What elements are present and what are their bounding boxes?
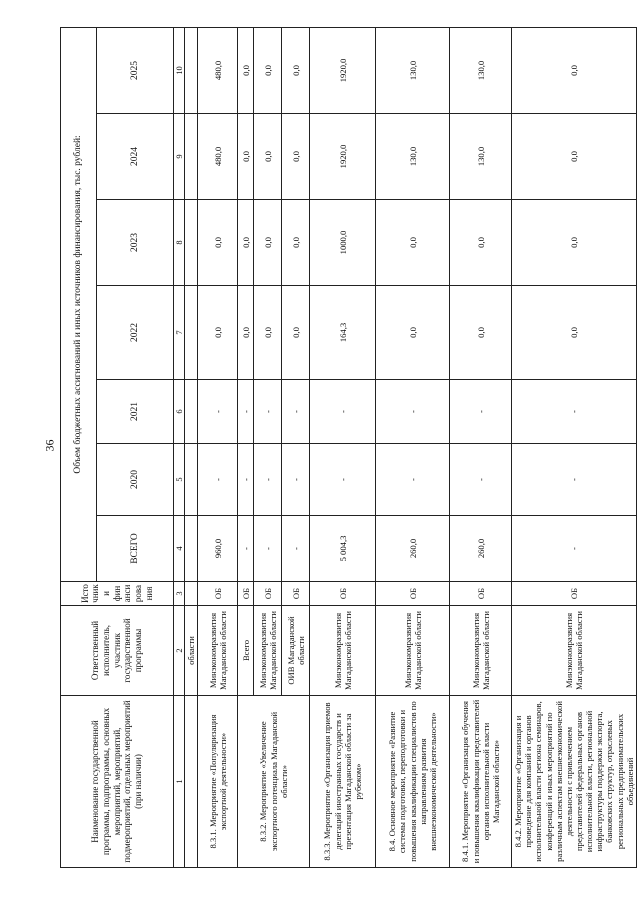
row-value: 480,0 xyxy=(198,114,238,200)
table-row xyxy=(198,27,238,867)
row-source xyxy=(185,582,198,606)
header-year: 2025 xyxy=(97,27,174,113)
row-value: - xyxy=(282,444,310,516)
row-value: 0,0 xyxy=(376,200,450,286)
row-value: 260,0 xyxy=(450,516,512,582)
row-source: ОБ xyxy=(238,582,254,606)
budget-table xyxy=(60,27,637,868)
table-row xyxy=(376,27,450,867)
header-year: 2021 xyxy=(97,380,174,444)
row-value: 0,0 xyxy=(254,114,282,200)
row-value: - xyxy=(512,516,637,582)
row-value: 0,0 xyxy=(254,200,282,286)
row-value: - xyxy=(512,444,637,516)
row-source: ОБ xyxy=(282,582,310,606)
row-value: 130,0 xyxy=(450,27,512,113)
row-source: ОБ xyxy=(310,582,376,606)
row-name: 8.3.3. Мероприятие «Организация приемов делегаций иностранных государств и презентация Магаданской области за рубежом» xyxy=(310,696,376,868)
row-value: 0,0 xyxy=(512,200,637,286)
row-value: - xyxy=(282,516,310,582)
row-name: 8.3.2. Мероприятие «Увеличение экспортного потенциала Магаданской области» xyxy=(238,696,310,868)
row-executor: Всего xyxy=(238,606,254,696)
table-row xyxy=(185,27,198,867)
row-value: - xyxy=(310,444,376,516)
row-value: 5 004,3 xyxy=(310,516,376,582)
rotated-table-wrapper xyxy=(60,28,640,868)
column-number: 6 xyxy=(174,380,185,444)
table-row xyxy=(450,27,512,867)
row-value: 0,0 xyxy=(512,27,637,113)
row-value: - xyxy=(376,380,450,444)
row-value: 0,0 xyxy=(376,286,450,380)
page-number: 36 xyxy=(42,439,57,452)
row-name: 8.3.1. Мероприятие «Популяризация экспортной деятельности» xyxy=(198,696,238,868)
row-value: 1920,0 xyxy=(310,27,376,113)
row-value: 0,0 xyxy=(282,27,310,113)
row-executor: Минэкономразвития Магаданской области xyxy=(450,606,512,696)
row-executor: Минэкономразвития Магаданской области xyxy=(198,606,238,696)
header-source: Источники финансирования xyxy=(61,582,174,606)
row-executor: Минэкономразвития Магаданской области xyxy=(376,606,450,696)
row-name: 8.4.2. Мероприятие «Организация и проведение для компаний и органов исполнительной власти региона семинаров, конференций и иных мероприятий по различным аспектам внешнеэкономической деятельности с привлечением представителей федеральных органов исполнительной власти, региональной инфраструктуры поддержки экспорта, банковских структур, отраслевых региональных предпринимательских объединений xyxy=(512,696,637,868)
row-value: - xyxy=(282,380,310,444)
table-row xyxy=(512,27,637,867)
row-value: 1920,0 xyxy=(310,114,376,200)
header-name: Наименование государственной программы, подпрограммы, основных мероприятий, мероприятий, подмероприятий, отдельных мероприятий (при наличии) xyxy=(61,696,174,868)
row-value xyxy=(185,444,198,516)
header-year: 2020 xyxy=(97,444,174,516)
row-value: 0,0 xyxy=(282,200,310,286)
row-executor: ОИВ Магаданской области xyxy=(282,606,310,696)
row-value xyxy=(185,27,198,113)
row-value: 0,0 xyxy=(450,286,512,380)
row-executor: области xyxy=(185,606,198,696)
row-value: - xyxy=(254,444,282,516)
row-value: - xyxy=(376,444,450,516)
row-value: - xyxy=(450,380,512,444)
row-value: 130,0 xyxy=(376,27,450,113)
row-source: ОБ xyxy=(254,582,282,606)
table-row xyxy=(310,27,376,867)
row-name: 8.4. Основное мероприятие «Развитие системы подготовки, переподготовки и повышения квалификации специалистов по направлениям развития внешнеэкономической деятельности» xyxy=(376,696,450,868)
header-executor: Ответственный исполнитель, участник государственной программы xyxy=(61,606,174,696)
row-value: 0,0 xyxy=(238,27,254,113)
header-year: 2024 xyxy=(97,114,174,200)
column-number: 2 xyxy=(174,606,185,696)
row-value: 260,0 xyxy=(376,516,450,582)
row-value xyxy=(185,200,198,286)
column-number: 1 xyxy=(174,696,185,868)
row-value: - xyxy=(450,444,512,516)
row-value xyxy=(185,380,198,444)
column-number: 3 xyxy=(174,582,185,606)
row-value xyxy=(185,114,198,200)
column-number-row xyxy=(174,27,185,867)
row-value: 960,0 xyxy=(198,516,238,582)
column-number: 7 xyxy=(174,286,185,380)
row-source: ОБ xyxy=(512,582,637,606)
row-executor: Минэкономразвития Магаданской области xyxy=(310,606,376,696)
header-year: 2023 xyxy=(97,200,174,286)
row-executor: Минэкономразвития Магаданской области xyxy=(512,606,637,696)
row-value xyxy=(185,516,198,582)
row-value: 0,0 xyxy=(282,114,310,200)
row-value: - xyxy=(198,444,238,516)
row-value: 0,0 xyxy=(512,286,637,380)
row-value: 0,0 xyxy=(238,286,254,380)
row-value: - xyxy=(198,380,238,444)
row-value: - xyxy=(254,380,282,444)
row-value: 130,0 xyxy=(450,114,512,200)
header-year: 2022 xyxy=(97,286,174,380)
row-value: 0,0 xyxy=(238,114,254,200)
row-value: 164,3 xyxy=(310,286,376,380)
row-name: 8.4.1. Мероприятие «Организация обучения и повышения квалификации представителей органов исполнительной власти Магаданской области» xyxy=(450,696,512,868)
column-number: 4 xyxy=(174,516,185,582)
row-value: - xyxy=(238,380,254,444)
table-row xyxy=(238,27,254,867)
header-amount: Объем бюджетных ассигнований и иных источников финансирования, тыс. рублей: xyxy=(61,27,97,581)
column-number: 8 xyxy=(174,200,185,286)
row-value: - xyxy=(238,516,254,582)
row-value: 1000,0 xyxy=(310,200,376,286)
row-source: ОБ xyxy=(376,582,450,606)
row-value: 130,0 xyxy=(376,114,450,200)
row-value: - xyxy=(238,444,254,516)
row-value: 0,0 xyxy=(198,200,238,286)
row-value: 0,0 xyxy=(254,27,282,113)
column-number: 10 xyxy=(174,27,185,113)
row-value xyxy=(185,286,198,380)
column-number: 5 xyxy=(174,444,185,516)
row-name xyxy=(185,696,198,868)
row-value: - xyxy=(512,380,637,444)
row-value: 0,0 xyxy=(512,114,637,200)
header-total: ВСЕГО xyxy=(97,516,174,582)
row-value: 0,0 xyxy=(198,286,238,380)
row-executor: Минэкономразвития Магаданской области xyxy=(254,606,282,696)
row-value: 0,0 xyxy=(254,286,282,380)
row-source: ОБ xyxy=(450,582,512,606)
row-value: 480,0 xyxy=(198,27,238,113)
row-value: 0,0 xyxy=(450,200,512,286)
row-value: - xyxy=(310,380,376,444)
row-value: - xyxy=(254,516,282,582)
column-number: 9 xyxy=(174,114,185,200)
row-source: ОБ xyxy=(198,582,238,606)
row-value: 0,0 xyxy=(238,200,254,286)
row-value: 0,0 xyxy=(282,286,310,380)
